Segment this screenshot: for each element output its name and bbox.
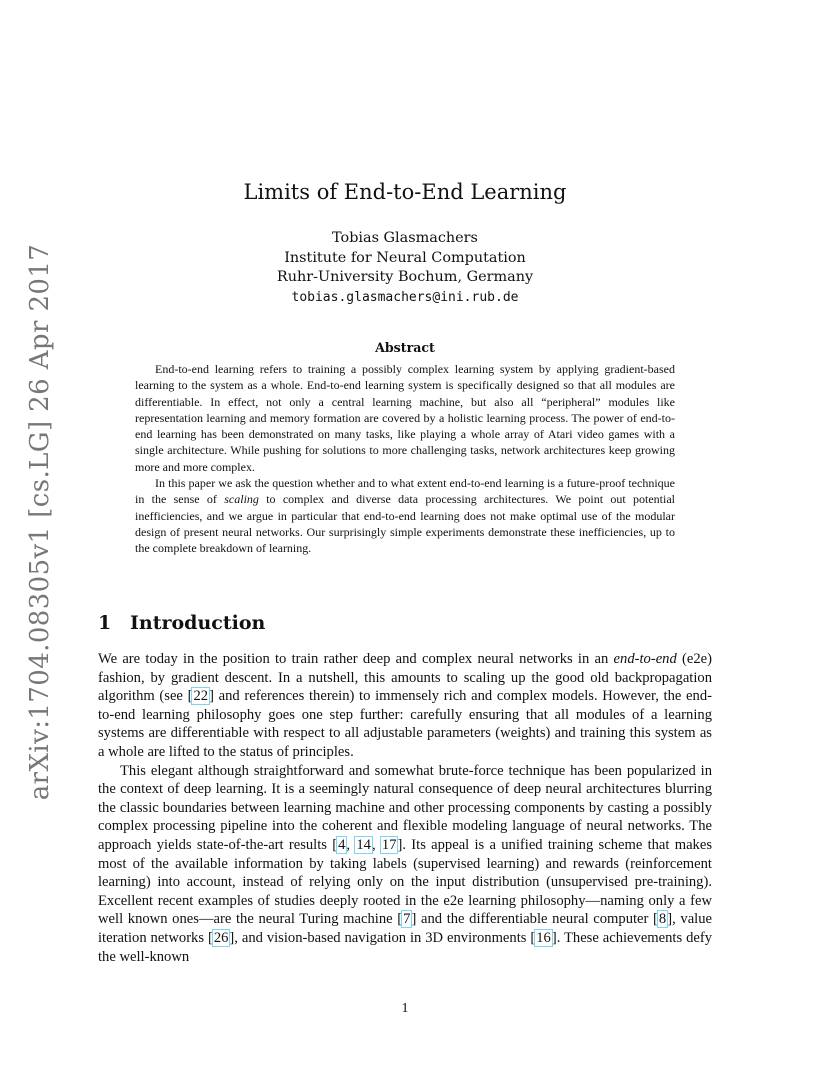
author-block (0, 229, 810, 308)
abstract-p2-emphasis: scaling (224, 492, 259, 507)
author-email: tobias.glasmachers@ini.rub.de (291, 290, 519, 306)
body-text: We are today in the position to train rather deep and complex neural networks in an (98, 651, 614, 667)
body-text: and references therein) to immensely rich and complex models. However, the end-to-end learning philosophy goes one step further: carefully ensuring that all modules of a learning systems are differentiable with respect to all adjustable parameters (weights) and training this system as a whole are lifted to the status of principles. (98, 688, 712, 760)
abstract-body (135, 361, 675, 557)
section-title: Introduction (130, 612, 266, 634)
citation-link[interactable]: 7 (403, 911, 411, 928)
body-text: . These achievements defy the well-known (98, 929, 712, 965)
author-affiliation-university: Ruhr-University Bochum, Germany (276, 269, 534, 286)
author-name: Tobias Glasmachers (332, 230, 478, 246)
citation-link[interactable]: 14 (356, 836, 371, 853)
body-emphasis: end-to-end (613, 651, 677, 667)
body-text: Its appeal is a unified training scheme that makes most of the available information by taking labels (supervised learning) and rewards (reinforcement learning) into account, instead of relying only on the input distribution (unsupervised pre-training). Excellent recent examples of studies deeply rooted in the e2e learning philosophy—naming only a few well known ones—are the neural Turing machine (98, 836, 713, 928)
citation-link[interactable]: 4 (338, 836, 346, 853)
body-text: , value iteration networks (98, 911, 712, 946)
abstract-p2-text-1: In this paper we ask the question whether and to what extent end-to-end learning is a future-proof technique in the sense of (135, 476, 675, 507)
abstract-heading: Abstract (375, 340, 435, 355)
body-paragraph-2: This elegant although straightforward and somewhat brute-force technique has been popularized in the context of deep learning. It is a seemingly natural consequence of deep neural architectures blurring the classic boundaries between learning machine and other processing components by casting a possibly complex processing pipeline into the coherent and flexible modeling language of neural networks. The approach yields state-of-the-art results [4, 14, 17]. Its appeal is a unified training scheme that makes most of the available information by taking labels (supervised learning) and rewards (reinforcement learning) into account, instead of relying only on the input distribution (unsupervised pre-training). Excellent recent examples of studies deeply rooted in the e2e learning philosophy—naming only a few well known ones—are the neural Turing machine [7] and the differentiable neural computer [8], value iteration networks [26], and vision-based navigation in 3D environments [16]. These achievements defy the well-known (98, 762, 713, 965)
abstract-p2-text-2: to complex and diverse data processing architectures. We point out potential inefficiencies, and we argue in particular that end-to-end learning does not make optimal use of the modular design of present neural networks. Our surprisingly simple experiments demonstrate these inefficiencies, up to the complete breakdown of learning. (135, 492, 676, 556)
citation-link[interactable]: 8 (658, 911, 667, 928)
section-number: 1 (98, 612, 112, 634)
citation-link[interactable]: 26 (213, 929, 229, 946)
paper-title: Limits of End-to-End Learning (243, 180, 567, 204)
body-text: This elegant although straightforward and somewhat brute-force technique has been popularized in the context of deep learning. It is a seemingly natural consequence of deep neural architectures blurring the classic boundaries between learning machine and other processing components by casting a possibly complex processing pipeline into the coherent and flexible modeling language of neural networks. The approach yields state-of-the-art results (98, 762, 712, 853)
body-text: , and vision-based navigation in 3D environments (234, 929, 531, 946)
author-affiliation-institute: Institute for Neural Computation (284, 249, 526, 266)
page-number: 1 (401, 1001, 409, 1016)
body-paragraph-1: We are today in the position to train rather deep and complex neural networks in an end-to-end (e2e) fashion, by gradient descent. In a nutshell, this amounts to scaling up the good old backpropagation algorithm (see [22] and references therein) to immensely rich and complex models. However, the end-to-end learning philosophy goes one step further: carefully ensuring that all modules of a learning systems are differentiable with respect to all adjustable parameters (weights) and training this system as a whole are lifted to the status of principles. (98, 651, 712, 760)
citation-link[interactable]: 22 (193, 688, 209, 705)
body-text: (e2e) fashion, by gradient descent. In a nutshell, this amounts to scaling up the good old backpropagation algorithm (see (98, 651, 712, 705)
body-text: and the differentiable neural computer (416, 911, 654, 928)
citation-link[interactable]: 16 (536, 929, 551, 946)
abstract-paragraph-2 (135, 475, 675, 556)
abstract-paragraph-1: End-to-end learning refers to training a possibly complex learning system by applying gradient-based learning to the system as a whole. End-to-end learning system is specifically designed so that all modules are differentiable. In effect, not only a central learning machine, but also all “peripheral” modules like representation learning and memory formation are covered by a holistic learning process. The power of end-to-end learning has been demonstrated on many tasks, like playing a whole array of Atari video games with a single architecture. While pushing for solutions to more challenging tasks, network architectures keep growing more and more complex. (135, 362, 675, 474)
arxiv-identifier-text: arXiv:1704.08305v1 [cs.LG] 26 Apr 2017 (25, 243, 55, 801)
section-body (98, 650, 712, 966)
section-heading (98, 612, 265, 634)
arxiv-margin-identifier (23, 243, 57, 801)
citation-link[interactable]: 17 (381, 836, 397, 853)
